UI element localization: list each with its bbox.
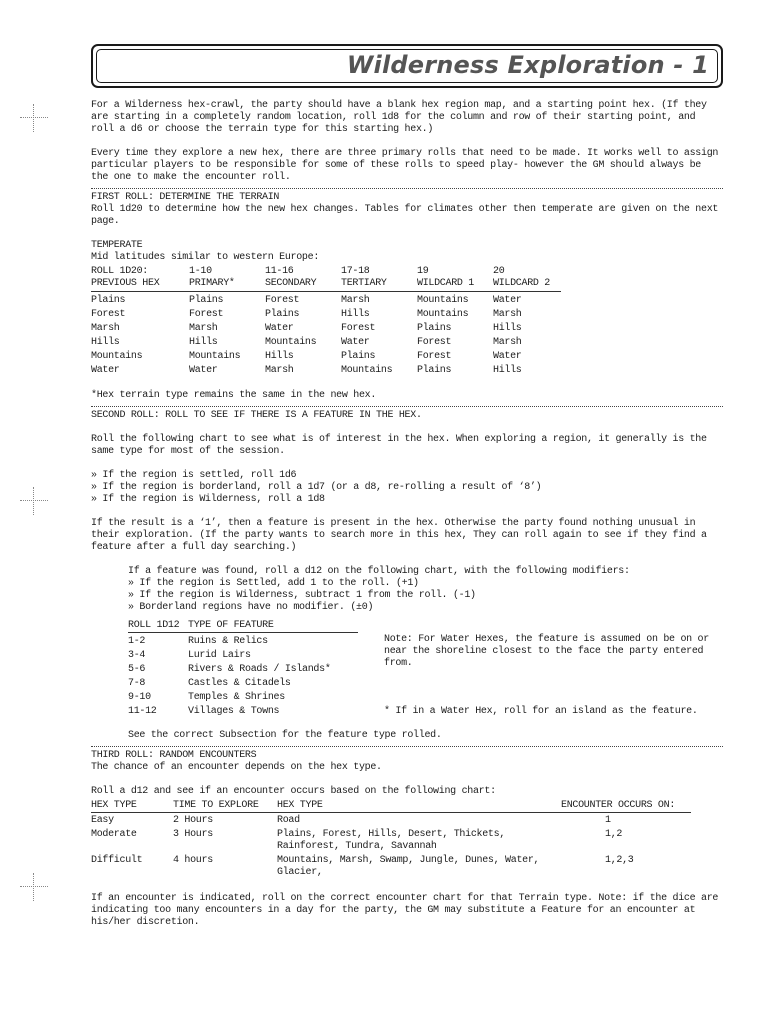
table-cell: Castles & Citadels xyxy=(188,678,291,689)
column-header: WILDCARD 2 xyxy=(493,278,561,292)
table-row xyxy=(91,322,561,336)
column-header: WILDCARD 1 xyxy=(417,278,493,292)
page-title: Wilderness Exploration - 1 xyxy=(346,51,709,79)
section-divider xyxy=(91,746,723,747)
table-cell: Plains xyxy=(265,309,300,320)
table-cell: Mountains xyxy=(341,365,393,376)
table-row xyxy=(128,649,358,663)
table-cell: Mountains xyxy=(265,337,317,348)
table-cell: 9-10 xyxy=(128,692,151,703)
column-header: SECONDARY xyxy=(265,278,341,292)
table-cell: Marsh xyxy=(493,337,522,348)
table-cell: Rivers & Roads / Islands* xyxy=(188,664,331,675)
table-cell: Lurid Lairs xyxy=(188,650,251,661)
table-cell: 4 hours xyxy=(173,855,213,866)
second-roll-heading: SECOND ROLL: ROLL TO SEE IF THERE IS A FEATURE IN THE HEX. xyxy=(91,410,422,421)
subsection-reference: See the correct Subsection for the feature type rolled. xyxy=(128,730,442,741)
table-cell: Water xyxy=(265,323,294,334)
table-cell: Water xyxy=(91,365,120,376)
third-roll-heading: THIRD ROLL: RANDOM ENCOUNTERS xyxy=(91,750,257,761)
page-content xyxy=(91,100,723,929)
table-cell: 5-6 xyxy=(128,664,146,675)
table-cell: Easy xyxy=(91,815,114,826)
table-row xyxy=(128,691,358,705)
table-cell: Ruins & Relics xyxy=(188,636,268,647)
table-cell: 2 Hours xyxy=(173,815,213,826)
table-row xyxy=(91,350,561,364)
table-cell: Temples & Shrines xyxy=(188,692,285,703)
table-cell: Plains, Forest, Hills, Desert, Thickets, Rainforest, Tundra, Savannah xyxy=(277,829,506,852)
modifier-block xyxy=(128,566,723,614)
table-cell: 1,2 xyxy=(605,829,623,840)
column-header: 20 xyxy=(493,266,505,277)
column-header: ROLL 1D12 xyxy=(128,620,188,633)
temperate-text: Mid latitudes similar to western Europe: xyxy=(91,252,320,263)
encounter-table xyxy=(91,800,691,881)
feature-result-text: If the result is a ‘1’, then a feature is present in the hex. Otherwise the party found nothing unusual in their exploration. (If the party wants to search more in this hex, They can roll again to see if they find a feature after a full day searching.) xyxy=(91,518,707,553)
table-cell: Plains xyxy=(341,351,376,362)
table-row xyxy=(128,705,358,719)
table-cell: Road xyxy=(277,815,300,826)
table-cell: Marsh xyxy=(91,323,120,334)
table-cell: Marsh xyxy=(493,309,522,320)
table-cell: 11-12 xyxy=(128,706,157,717)
table-cell: Mountains xyxy=(417,295,469,306)
third-roll-text: The chance of an encounter depends on the hex type. xyxy=(91,762,382,773)
modifier-item: » Borderland regions have no modifier. (±0) xyxy=(128,602,374,613)
table-cell: Marsh xyxy=(189,323,218,334)
table-cell: Water xyxy=(341,337,370,348)
table-cell: 1-2 xyxy=(128,636,146,647)
registration-mark xyxy=(20,104,48,132)
column-header: ENCOUNTER OCCURS ON: xyxy=(561,800,691,813)
table-cell: 3-4 xyxy=(128,650,146,661)
column-header: TIME TO EXPLORE xyxy=(173,800,277,813)
table-header-row xyxy=(91,800,691,813)
table-cell: Plains xyxy=(417,365,452,376)
column-header: HEX TYPE xyxy=(91,800,173,813)
title-box xyxy=(91,44,723,88)
table-cell: Mountains xyxy=(91,351,143,362)
table-cell: Forest xyxy=(417,351,452,362)
intro-paragraph: Every time they explore a new hex, there are three primary rolls that need to be made. It works well to assign particular players to be responsible for some of these rolls to speed play- however the GM should always be the one to make the encounter roll. xyxy=(91,148,719,183)
island-footnote: * If in a Water Hex, roll for an island as the feature. xyxy=(384,706,698,717)
region-bullet: » If the region is borderland, roll a 1d7 (or a d8, re-rolling a result of ‘8’) xyxy=(91,482,542,493)
table-cell: Mountains, Marsh, Swamp, Jungle, Dunes, Water, Glacier, xyxy=(277,855,540,878)
section-divider xyxy=(91,188,723,189)
table-cell: 7-8 xyxy=(128,678,146,689)
second-roll-text: Roll the following chart to see what is of interest in the hex. When exploring a region, it generally is the same type for most of the session. xyxy=(91,434,707,457)
table-row xyxy=(91,813,691,830)
third-roll-instructions: Roll a d12 and see if an encounter occurs based on the following chart: xyxy=(91,786,496,797)
feature-table xyxy=(128,620,358,719)
table-cell: 1,2,3 xyxy=(605,855,634,866)
table-row xyxy=(128,677,358,691)
table-cell: Forest xyxy=(189,309,224,320)
temperate-heading: TEMPERATE xyxy=(91,240,143,251)
table-cell: Plains xyxy=(417,323,452,334)
intro-paragraph: For a Wilderness hex-crawl, the party should have a blank hex region map, and a starting point hex. (If they are starting in a completely random location, roll 1d8 for the column and row of their starting point, and roll a d6 or choose the terrain type for this starting hex.) xyxy=(91,100,707,135)
column-header: 19 xyxy=(417,266,429,277)
region-bullet: » If the region is settled, roll 1d6 xyxy=(91,470,297,481)
table-cell: 3 Hours xyxy=(173,829,213,840)
encounter-closing-text: If an encounter is indicated, roll on the correct encounter chart for that Terrain type. Note: if the dice are indicating too many encounters in a day for the party, the GM may substitute a Feature for an encounter at his/her discretion. xyxy=(91,893,719,928)
table-row xyxy=(128,663,358,677)
table-cell: Hills xyxy=(341,309,370,320)
modifier-item: » If the region is Wilderness, subtract 1 from the roll. (-1) xyxy=(128,590,476,601)
column-header: TERTIARY xyxy=(341,278,417,292)
feature-section xyxy=(128,620,723,720)
table-cell: Marsh xyxy=(341,295,370,306)
table-cell: Hills xyxy=(265,351,294,362)
table-row xyxy=(128,633,358,650)
table-cell: Water xyxy=(493,295,522,306)
terrain-footnote: *Hex terrain type remains the same in the new hex. xyxy=(91,390,377,401)
column-header: PREVIOUS HEX xyxy=(91,278,189,292)
table-cell: Forest xyxy=(341,323,376,334)
modifier-item: » If the region is Settled, add 1 to the roll. (+1) xyxy=(128,578,419,589)
first-roll-heading: FIRST ROLL: DETERMINE THE TERRAIN xyxy=(91,192,280,203)
terrain-table xyxy=(91,266,561,378)
table-cell: Forest xyxy=(417,337,452,348)
table-cell: Hills xyxy=(91,337,120,348)
registration-mark xyxy=(20,873,48,901)
table-cell: Marsh xyxy=(265,365,294,376)
table-cell: Mountains xyxy=(189,351,241,362)
table-cell: Water xyxy=(493,351,522,362)
region-bullet: » If the region is Wilderness, roll a 1d8 xyxy=(91,494,325,505)
table-row xyxy=(91,308,561,322)
table-header-row xyxy=(91,278,561,292)
table-cell: Hills xyxy=(493,365,522,376)
first-roll-text: Roll 1d20 to determine how the new hex changes. Tables for climates other then temperate are given on the next page. xyxy=(91,204,719,227)
table-cell: Plains xyxy=(91,295,126,306)
column-header: TYPE OF FEATURE xyxy=(188,620,358,633)
table-header-row xyxy=(91,266,561,278)
registration-mark xyxy=(20,487,48,515)
table-cell: Moderate xyxy=(91,829,137,840)
table-cell: Hills xyxy=(189,337,218,348)
table-cell: Hills xyxy=(493,323,522,334)
column-header: 11-16 xyxy=(265,266,294,277)
table-cell: Forest xyxy=(91,309,126,320)
column-header: PRIMARY* xyxy=(189,278,265,292)
table-header-row xyxy=(128,620,358,633)
water-hex-note: Note: For Water Hexes, the feature is assumed on be on or near the shoreline closest to the face the party entered from. xyxy=(384,634,709,669)
modifier-intro: If a feature was found, roll a d12 on the following chart, with the following modifiers: xyxy=(128,566,630,577)
table-cell: Mountains xyxy=(417,309,469,320)
table-cell: Forest xyxy=(265,295,300,306)
column-header: ROLL 1D20: xyxy=(91,266,149,277)
section-divider xyxy=(91,406,723,407)
table-cell: Villages & Towns xyxy=(188,706,280,717)
column-header: HEX TYPE xyxy=(277,800,561,813)
table-row xyxy=(91,364,561,378)
table-cell: Difficult xyxy=(91,855,143,866)
table-row xyxy=(91,829,691,855)
table-cell: Plains xyxy=(189,295,224,306)
column-header: 17-18 xyxy=(341,266,370,277)
table-row xyxy=(91,336,561,350)
table-row xyxy=(91,292,561,309)
table-cell: Water xyxy=(189,365,218,376)
column-header: 1-10 xyxy=(189,266,212,277)
table-row xyxy=(91,855,691,881)
table-cell: 1 xyxy=(605,815,611,826)
